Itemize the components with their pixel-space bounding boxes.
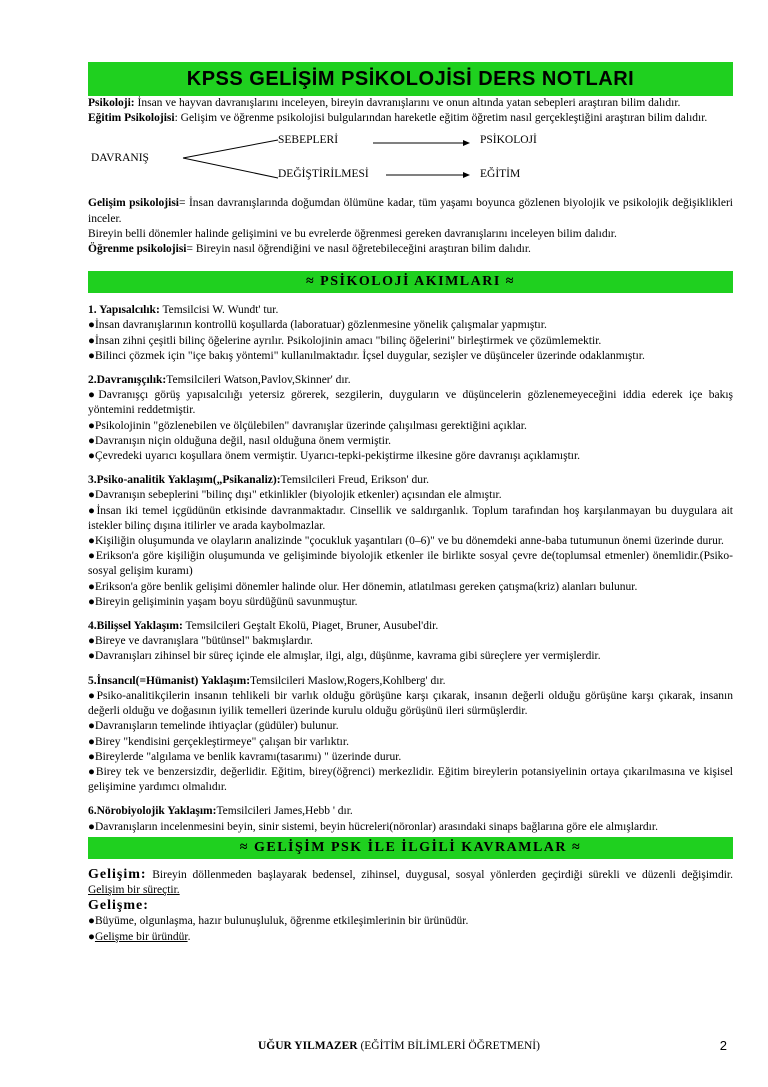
psikoloji-text: İnsan ve hayvan davranışlarını inceleyen, bireyin davranışlarını ve onun altında yatan sebepleri araştıran bilim dalıdır. — [134, 97, 681, 109]
akim-heading-label: 1. Yapısalcılık: — [88, 304, 160, 317]
akim-bullet: ●Davranışları zihinsel bir süreç içinde ele almışlar, ilgi, algı, düşünme, kavrama gibi süreçlere yer vermişlerdir. — [88, 650, 601, 663]
akim-section — [88, 674, 733, 796]
akim-bullet: ●Erikson'a göre kişiliğin oluşumunda ve gelişiminde biyolojik etkenler ile birlikte sosyal çevre de(toplumsal etmenler) önemlidir.(Psiko-sosyal gelişim kuramı) — [88, 550, 733, 578]
akim-heading — [88, 674, 733, 689]
akim-heading — [88, 619, 733, 634]
akim-bullet: ●İnsan davranışlarının kontrollü koşullarda (laboratuar) gözlenmesine yönelik çalışmalar yapmıştır. — [88, 319, 547, 332]
diagram-egitim: EĞİTİM — [480, 168, 521, 181]
diagram-degistirilmesi: DEĞİŞTİRİLMESİ — [278, 168, 369, 181]
akim-section — [88, 303, 733, 364]
akim-heading-rest: Temsilcisi W. Wundt' tur. — [159, 304, 279, 317]
document-page — [88, 62, 733, 945]
akim-bullet: ●Davranışın niçin olduğuna değil, nasıl olduğuna önem vermiştir. — [88, 434, 392, 447]
akim-section — [88, 804, 733, 834]
akim-heading — [88, 303, 733, 318]
akim-heading-rest: Temsilcileri James,Hebb ' dır. — [216, 805, 353, 818]
footer-credit — [258, 1040, 540, 1052]
behavior-diagram — [88, 132, 733, 190]
diagram-arrows — [88, 132, 733, 190]
diagram-sebepleri: SEBEPLERİ — [278, 134, 339, 147]
akim-heading-label: 5.İnsancıl(=Hümanist) Yaklaşım: — [88, 674, 251, 687]
gelisme-term: Gelişme: — [88, 898, 149, 914]
gelisim-psikolojisi-text2: Bireyin belli dönemler halinde gelişimini ve bu evrelerde öğrenmesi gereken davranışlarını inceleyen bilim dalıdır. — [88, 227, 617, 240]
kavramlar-band — [88, 837, 733, 859]
akim-heading-label: 6.Nörobiyolojik Yaklaşım: — [88, 805, 217, 818]
akim-heading-rest: Temsilcileri Freud, Erikson' dur. — [280, 474, 430, 487]
egitim-text: : Gelişim ve öğrenme psikolojisi bulgularından hareketle eğitim öğretim nasıl gerçekleştiğini araştıran bilim dalıdır. — [174, 112, 708, 125]
akim-heading — [88, 373, 733, 388]
akim-bullet: ●Bireyin gelişiminin yaşam boyu sürdüğünü savunmuştur. — [88, 595, 358, 608]
akim-bullet: ●Psiko-analitikçilerin insanın tehlikeli bir varlık olduğu görüşüne karşı çıkarak, insanın değerli olduğu görüşüne karşı çıkarak, insanın değerli olduğu ve doğasının iyilik temelleri üzerinde kurulu olduğu görüşünü ileri sürmüşlerdir. — [88, 689, 733, 718]
akim-heading-rest: Temsilcileri Maslow,Rogers,Kohlberg' dır. — [250, 674, 446, 687]
gelisim-psk-term: Gelişim psikolojisi — [88, 197, 179, 210]
akim-heading-rest: Temsilcileri Geştalt Ekolü, Piaget, Bruner, Ausubel'dir. — [182, 620, 439, 633]
akim-section — [88, 473, 733, 610]
psikoloji-akimlari-band — [88, 271, 733, 293]
gelisme-bullet-2-suffix: . — [187, 930, 191, 943]
gelisim-psk-text: = İnsan davranışlarında doğumdan ölümüne kadar, tüm yaşamı boyunca gözlenen biyolojik ve psikolojik değişiklikleri inceler. — [88, 197, 733, 225]
akim-bullet: ●Bireylerde "algılama ve benlik kavramı(tasarımı) " üzerinde durur. — [88, 750, 402, 763]
gelisme-bullet-2-underlined: Gelişme bir üründür — [94, 930, 188, 943]
akim-heading-label: 3.Psiko-analitik Yaklaşım(„Psikanaliz): — [88, 474, 281, 487]
diagram-davranis: DAVRANIŞ — [91, 152, 149, 165]
akim-bullet: ●İnsan iki temel içgüdünün etkisinde davranmaktadır. Cinsellik ve saldırganlık. Toplum tarafından hoş karşılanmayan bu duygulara ait istekler bilinç dışına itilirler ve arada kaybolmazlar. — [88, 504, 733, 532]
title-banner — [88, 62, 733, 96]
egitim-psikolojisi-definition — [88, 111, 733, 126]
kavramlar-heading: ≈ GELİŞİM PSK İLE İLGİLİ KAVRAMLAR ≈ — [239, 839, 582, 855]
akim-heading-label: 4.Bilişsel Yaklaşım: — [88, 620, 183, 633]
akim-bullet: ●Birey tek ve benzersizdir, değerlidir. Eğitim, birey(öğrenci) merkezlidir. Eğitim bireylerin potansiyelinin ortaya çıkarılmasına ve kişisel gelişimine yardımcı olmalıdır. — [88, 765, 733, 794]
gelisme-heading-line — [88, 898, 733, 914]
gelisme-bullet-2 — [88, 930, 733, 945]
gelisim-term: Gelişim: — [88, 866, 147, 882]
gelisim-underlined: Gelişim bir süreçtir. — [88, 883, 180, 896]
akim-bullet: ●Psikolojinin "gözlenebilen ve ölçülebilen" davranışlar üzerinde çalışılması gerektiğini açıklar. — [88, 419, 527, 432]
akim-heading-label: 2.Davranışçılık: — [88, 374, 167, 387]
document-title: KPSS GELİŞİM PSİKOLOJİSİ DERS NOTLARI — [186, 67, 635, 90]
akim-section — [88, 373, 733, 464]
footer-role: (EĞİTİM BİLİMLERİ ÖĞRETMENİ) — [357, 1040, 540, 1052]
akim-bullet: ●Davranışın sebeplerini "bilinç dışı" etkinlikler (biyolojik etkenler) açısından ele almıştır. — [88, 489, 502, 502]
psikoloji-definition — [88, 96, 733, 111]
page-number: 2 — [719, 1038, 727, 1053]
ogrenme-psikolojisi-definition — [88, 242, 733, 257]
akim-bullet: ●Bireye ve davranışlara "bütünsel" bakmışlardır. — [88, 635, 313, 648]
akim-heading — [88, 804, 733, 819]
akim-heading — [88, 473, 733, 488]
footer-author: UĞUR YILMAZER — [258, 1040, 358, 1052]
ogrenme-text: = Bireyin nasıl öğrendiğini ve nasıl öğretebileceğini araştıran bilim dalıdır. — [186, 243, 531, 256]
egitim-term: Eğitim Psikolojisi — [88, 112, 175, 125]
gelisim-psikolojisi-definition — [88, 196, 733, 226]
akim-heading-rest: Temsilcileri Watson,Pavlov,Skinner' dır. — [166, 374, 351, 387]
akim-bullet: ●Çevredeki uyarıcı koşullara önem vermiştir. Uyarıcı-tepki-pekiştirme ilkesine göre davranışı açıklamıştır. — [88, 450, 581, 463]
gelisim-definition — [88, 867, 733, 898]
akim-bullet: ●Davranışçı görüş yapısalcılığı yetersiz görerek, sezgilerin, duyguların ve düşüncelerin gözlenemeyeceğini iddia ederek içe bakış yöntemini reddetmiştir. — [88, 389, 733, 417]
gelisim-text: Bireyin döllenmeden başlayarak bedensel, zihinsel, duygusal, sosyal yönlerden geçirdiği sürekli ve düzenli değişimdir. — [146, 868, 733, 881]
diagram-psikoloji: PSİKOLOJİ — [480, 134, 537, 147]
psikoloji-akimlari-heading: ≈ PSİKOLOJİ AKIMLARI ≈ — [305, 274, 515, 290]
akim-bullet: ●Davranışların incelenmesini beyin, sinir sistemi, beyin hücreleri(nöronlar) arasındaki sinaps bağlarına göre ele almışlardır. — [88, 820, 658, 833]
akim-bullet: ●Erikson'a göre benlik gelişimi dönemler halinde olur. Her dönemin, atlatılması gereken çatışma(kriz) alanları bulunur. — [88, 580, 638, 593]
akim-bullet: ●Kişiliğin oluşumunda ve olayların analizinde "çocukluk yaşantıları (0–6)" ve bu dönemdeki anne-baba tutumunun önemi üzerinde durur. — [88, 535, 724, 548]
akim-bullet: ●İnsan zihni çeşitli bilinç öğelerine ayrılır. Psikolojinin amacı "bilinç öğelerini" birleştirmek ve çözümlemektir. — [88, 334, 602, 347]
akim-bullet: ●Davranışların temelinde ihtiyaçlar (güdüler) bulunur. — [88, 720, 339, 733]
sections-container — [88, 303, 733, 835]
akim-bullet: ●Bilinci çözmek için "içe bakış yöntemi" kullanılmaktadır. İçsel duygular, sezişler ve düşünceler üzerinde odaklanmıştır. — [88, 349, 645, 362]
psikoloji-term: Psikoloji: — [88, 97, 135, 109]
akim-bullet: ●Birey "kendisini gerçekleştirmeye" çalışan bir varlıktır. — [88, 735, 349, 748]
ogrenme-term: Öğrenme psikolojisi — [88, 243, 187, 256]
gelisme-bullet-1: ●Büyüme, olgunlaşma, hazır bulunuşluluk, öğrenme etkileşimlerinin bir ürünüdür. — [88, 915, 469, 928]
gelisme-bullet-2-prefix: ● — [88, 930, 95, 943]
akim-section — [88, 619, 733, 665]
